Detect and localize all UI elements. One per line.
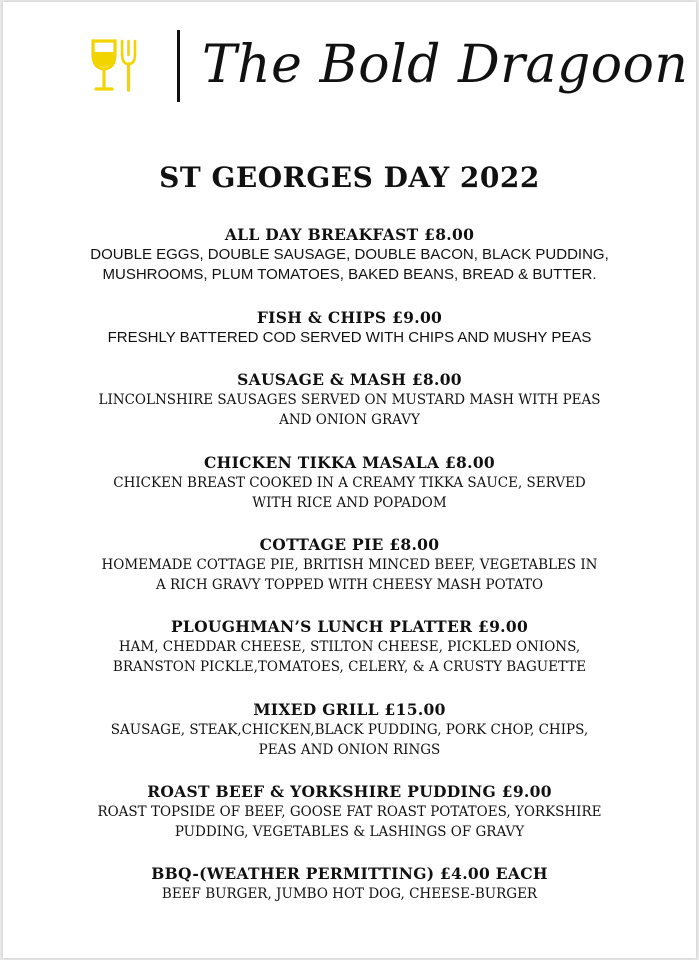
menu-item-name: PLOUGHMAN’S LUNCH PLATTER £9.00 (170, 617, 529, 636)
menu-item (3, 863, 696, 904)
menu-item-name: SAUSAGE & MASH £8.00 (237, 370, 462, 389)
brand-name: The Bold Dragoon (202, 35, 689, 95)
menu-item (3, 452, 696, 513)
menu-item-description: HOMEMADE COTTAGE PIE, BRITISH MINCED BEEF, VEGETABLES IN A RICH GRAVY TOPPED WITH CHEESY MASH POTATO (101, 557, 598, 593)
menu-item-description: FRESHLY BATTERED COD SERVED WITH CHIPS AND MUSHY PEAS (107, 329, 592, 346)
logo-divider (177, 30, 180, 102)
menu-item-description: SAUSAGE, STEAK,CHICKEN,BLACK PUDDING, PORK CHOP, CHIPS, PEAS AND ONION RINGS (110, 722, 589, 758)
menu-item-name: ROAST BEEF & YORKSHIRE PUDDING £9.00 (147, 782, 552, 801)
menu-item (3, 224, 696, 285)
wine-glass-fork-icon (89, 38, 141, 94)
menu-item-description: HAM, CHEDDAR CHEESE, STILTON CHEESE, PICKLED ONIONS, BRANSTON PICKLE,TOMATOES, CELERY, & A CRUSTY BAGUETTE (112, 639, 587, 675)
menu-item-description: BEEF BURGER, JUMBO HOT DOG, CHEESE-BURGER (161, 886, 538, 902)
menu-item (3, 369, 696, 430)
menu-sheet (3, 2, 696, 958)
menu-item-name: CHICKEN TIKKA MASALA £8.00 (203, 453, 495, 472)
page-title: ST GEORGES DAY 2022 (159, 161, 540, 194)
brand-logo (89, 30, 689, 110)
menu-item (3, 307, 696, 348)
menu-item-name: BBQ-(WEATHER PERMITTING) £4.00 EACH (151, 864, 548, 883)
menu-item-description: CHICKEN BREAST COOKED IN A CREAMY TIKKA SAUCE, SERVED WITH RICE AND POPADOM (113, 475, 586, 511)
menu-item-description: LINCOLNSHIRE SAUSAGES SERVED ON MUSTARD MASH WITH PEAS AND ONION GRAVY (98, 392, 601, 428)
menu-item (3, 781, 696, 842)
menu-item-name: COTTAGE PIE £8.00 (259, 535, 440, 554)
menu-item (3, 534, 696, 595)
menu-item-name: MIXED GRILL £15.00 (253, 700, 446, 719)
menu-item-description: DOUBLE EGGS, DOUBLE SAUSAGE, DOUBLE BACON, BLACK PUDDING, MUSHROOMS, PLUM TOMATOES, BAKED BEANS, BREAD & BUTTER. (90, 246, 609, 283)
menu-item-name: ALL DAY BREAKFAST £8.00 (224, 225, 475, 244)
menu-item-description: ROAST TOPSIDE OF BEEF, GOOSE FAT ROAST POTATOES, YORKSHIRE PUDDING, VEGETABLES & LASHINGS OF GRAVY (97, 804, 602, 840)
menu-item (3, 616, 696, 677)
menu-item (3, 699, 696, 760)
menu-list (3, 224, 696, 904)
menu-item-name: FISH & CHIPS £9.00 (256, 308, 443, 327)
